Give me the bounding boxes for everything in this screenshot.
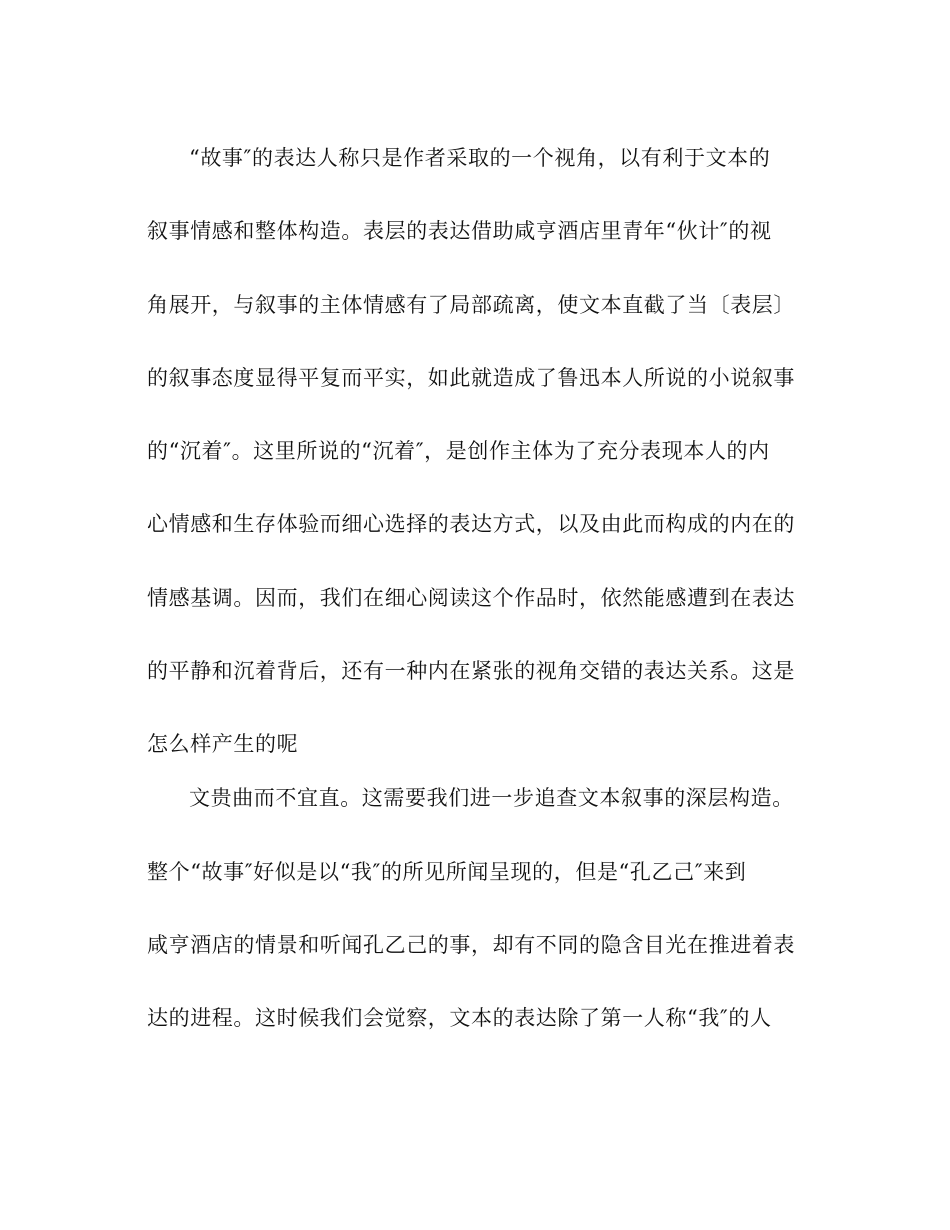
text-line: “故事″的表达人称只是作者采取的一个视角，以有利于文本的 [189,146,771,170]
text-line: 的“沉着″。这里所说的“沉着″，是创作主体为了充分表现本人的内 [147,439,770,464]
text-line: 角展开，与叙事的主体情感有了局部疏离，使文本直截了当〔表层〕 [147,292,795,317]
text-line: 咸亨酒店的情景和听闻孔乙己的事，却有不同的隐含目光在推进着表 [147,932,795,957]
text-line: 的叙事态度显得平复而平实，如此就造成了鲁迅本人所说的小说叙事 [147,365,795,390]
text-line: 达的进程。这时候我们会觉察，文本的表达除了第一人称“我″的人 [147,1006,772,1031]
body-text [147,140,807,1074]
text-line: 文贵曲而不宜直。这需要我们进一步追查文本叙事的深层构造。 [189,786,794,811]
text-line: 叙事情感和整体构造。表层的表达借助咸亨酒店里青年“伙计″的视 [147,219,772,244]
text-line: 整个“故事″好似是以“我″的所见所闻呈现的，但是“孔乙己″来到 [147,859,747,884]
text-line: 的平静和沉着背后，还有一种内在紧张的视角交错的表达关系。这是 [147,659,795,684]
text-line: 情感基调。因而，我们在细心阅读这个作品时，依然能感遭到在表达 [147,585,795,610]
text-line: 心情感和生存体验而细心选择的表达方式，以及由此而构成的内在的 [147,512,795,537]
text-line: 怎么样产生的呢 [147,732,299,757]
